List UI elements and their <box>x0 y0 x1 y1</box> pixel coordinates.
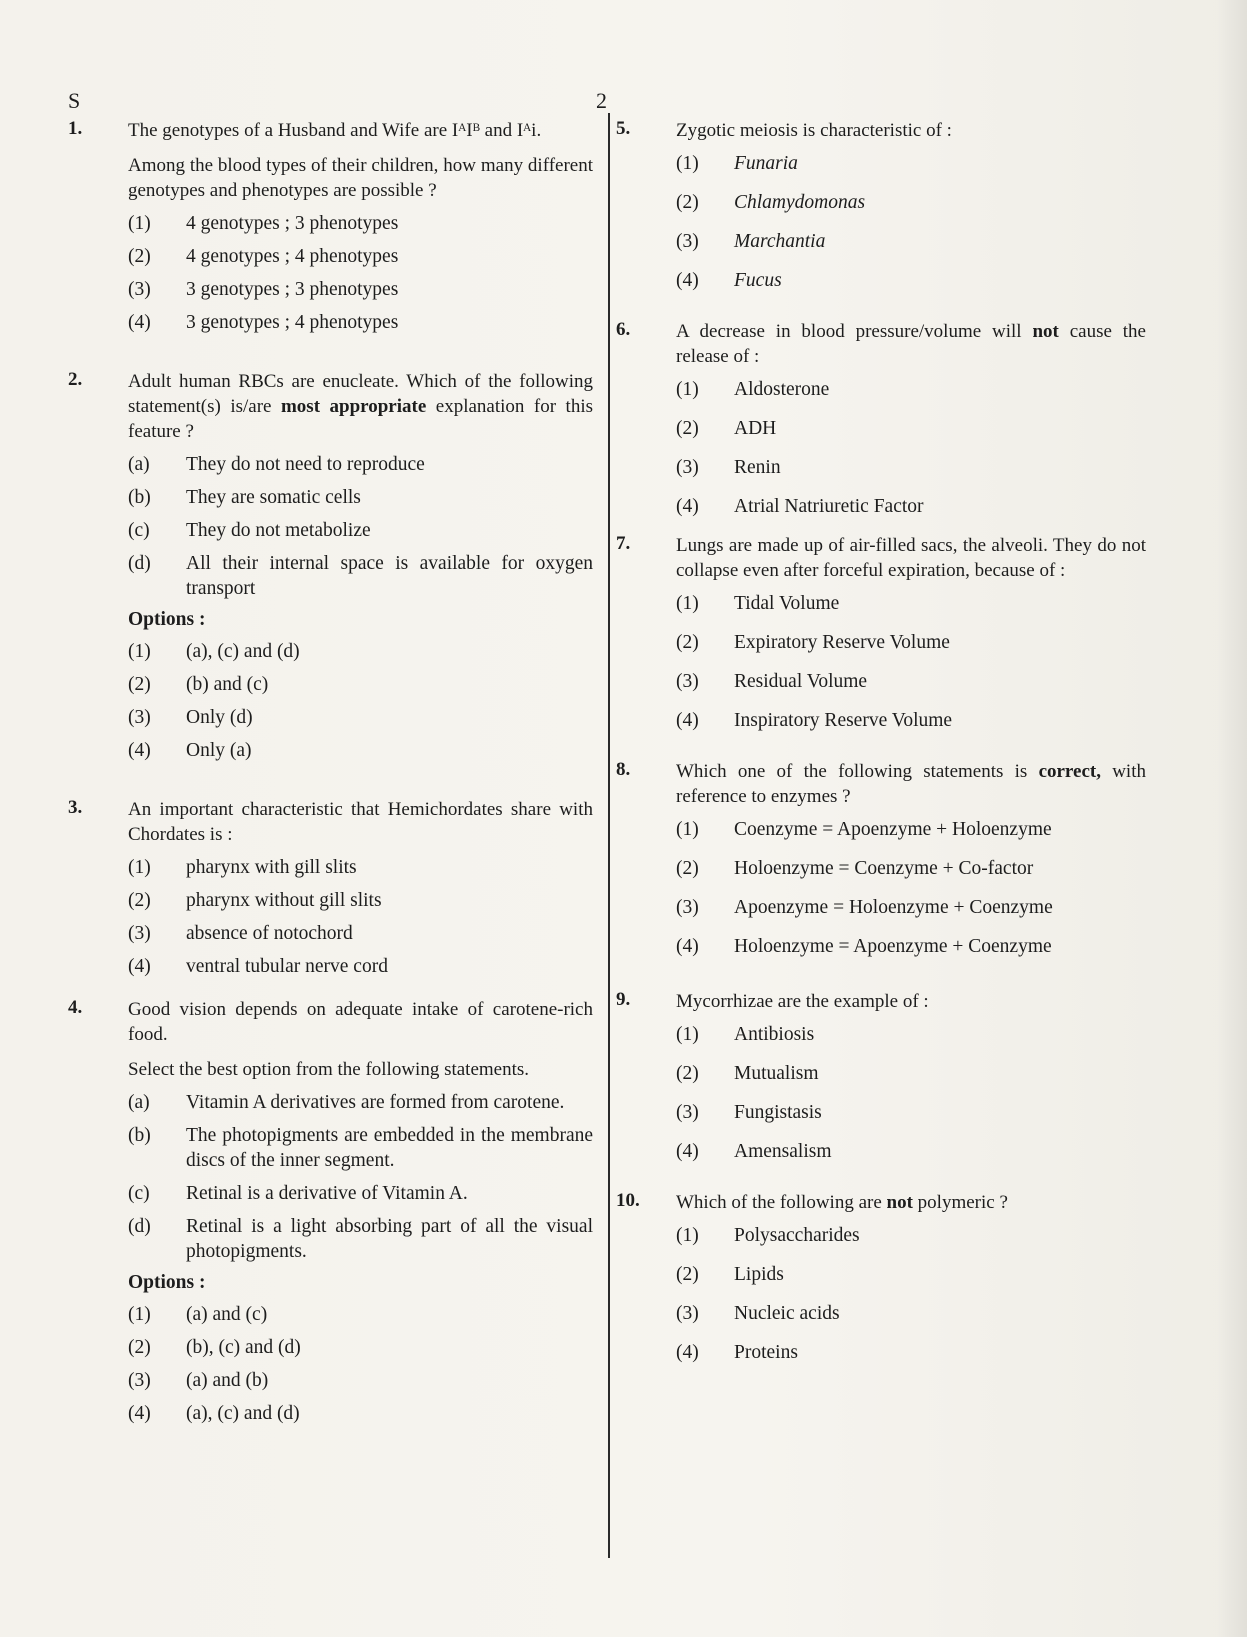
question-number: 10. <box>616 1190 640 1211</box>
option-item <box>676 377 1146 402</box>
option-text: 3 genotypes ; 4 phenotypes <box>186 312 399 333</box>
page-number: 2 <box>596 88 607 113</box>
stem-text: Which one of the following statements is <box>676 761 1039 782</box>
option-item <box>676 268 1146 293</box>
option-label: (1) <box>676 819 699 840</box>
question-number: 1. <box>68 118 83 139</box>
option-item <box>128 1335 593 1360</box>
option-text: ventral tubular nerve cord <box>186 956 388 977</box>
option-item <box>128 855 593 880</box>
option-text: (b), (c) and (d) <box>186 1337 301 1358</box>
option-text: Only (a) <box>186 740 252 761</box>
option-item <box>676 1022 1146 1047</box>
question-stem: Mycorrhizae are the example of : <box>676 991 929 1012</box>
question-10 <box>616 1190 1146 1365</box>
option-text: Holoenzyme = Apoenzyme + Coenzyme <box>734 936 1052 957</box>
statement-item <box>128 1214 593 1264</box>
option-text: Amensalism <box>734 1141 832 1162</box>
question-stem <box>128 369 593 444</box>
option-item <box>676 190 1146 215</box>
statement-item <box>128 551 593 601</box>
option-item <box>128 1401 593 1426</box>
statement-text: Retinal is a light absorbing part of all the visual photopigments. <box>186 1216 593 1262</box>
option-text: 4 genotypes ; 3 phenotypes <box>186 213 399 234</box>
option-label: (4) <box>676 710 699 731</box>
option-list <box>676 817 1146 959</box>
question-number: 2. <box>68 369 83 390</box>
option-text: Chlamydomonas <box>734 192 866 213</box>
option-label: (1) <box>676 1225 699 1246</box>
option-label: (1) <box>676 593 699 614</box>
option-label: (1) <box>128 1304 151 1325</box>
question-number: 8. <box>616 759 631 780</box>
statement-label: (a) <box>128 1092 150 1113</box>
option-text: Antibiosis <box>734 1024 815 1045</box>
statement-label: (c) <box>128 1183 150 1204</box>
option-item <box>128 738 593 763</box>
option-text: Residual Volume <box>734 671 868 692</box>
option-label: (1) <box>676 379 699 400</box>
option-item <box>128 277 593 302</box>
question-stem: Good vision depends on adequate intake of carotene-rich food. <box>128 999 593 1045</box>
option-text: Lipids <box>734 1264 784 1285</box>
option-item <box>676 708 1146 733</box>
statement-text: They do not metabolize <box>186 520 371 541</box>
option-text: Inspiratory Reserve Volume <box>734 710 953 731</box>
option-item <box>128 244 593 269</box>
option-text: pharynx without gill slits <box>186 890 382 911</box>
question-number: 4. <box>68 997 83 1018</box>
option-label: (4) <box>676 270 699 291</box>
option-list <box>128 211 593 335</box>
option-text: (a), (c) and (d) <box>186 641 300 662</box>
statement-label: (d) <box>128 1216 151 1237</box>
option-text: Atrial Natriuretic Factor <box>734 496 924 517</box>
option-text: Holoenzyme = Coenzyme + Co-factor <box>734 858 1034 879</box>
statement-item <box>128 518 593 543</box>
question-number: 7. <box>616 533 631 554</box>
option-label: (4) <box>676 1342 699 1363</box>
question-2 <box>68 369 593 763</box>
option-label: (3) <box>676 457 699 478</box>
option-item <box>128 888 593 913</box>
option-item <box>128 705 593 730</box>
option-item <box>128 1302 593 1327</box>
stem-emphasis: not <box>886 1192 913 1213</box>
option-text: (a), (c) and (d) <box>186 1403 300 1424</box>
option-label: (2) <box>128 246 151 267</box>
question-number: 5. <box>616 118 631 139</box>
statement-item <box>128 485 593 510</box>
option-text: Renin <box>734 457 781 478</box>
option-text: Mutualism <box>734 1063 819 1084</box>
option-label: (4) <box>128 312 151 333</box>
question-stem: An important characteristic that Hemichordates share with Chordates is : <box>128 799 593 845</box>
set-code: S <box>68 88 81 113</box>
question-3 <box>68 797 593 979</box>
statement-label: (b) <box>128 1125 151 1146</box>
statement-text: They do not need to reproduce <box>186 454 425 475</box>
option-item <box>676 669 1146 694</box>
option-label: (1) <box>676 1024 699 1045</box>
statement-item <box>128 1090 593 1115</box>
stem-text: A decrease in blood pressure/volume will <box>676 321 1033 342</box>
option-label: (2) <box>676 858 699 879</box>
option-label: (2) <box>676 418 699 439</box>
stem-text: explanation for this feature ? <box>128 396 593 442</box>
option-text: 3 genotypes ; 3 phenotypes <box>186 279 399 300</box>
option-text: (a) and (c) <box>186 1304 268 1325</box>
option-text: (a) and (b) <box>186 1370 269 1391</box>
page-edge-shadow <box>1217 0 1247 1637</box>
question-number: 6. <box>616 319 631 340</box>
option-list <box>128 1302 593 1426</box>
statement-text: The photopigments are embedded in the membrane discs of the inner segment. <box>186 1125 593 1171</box>
stem-text: with reference to enzymes ? <box>676 761 1146 807</box>
question-number: 9. <box>616 989 631 1010</box>
option-text: pharynx with gill slits <box>186 857 357 878</box>
question-stem <box>676 319 1146 369</box>
stem-text: cause the release of : <box>676 321 1146 367</box>
option-label: (3) <box>128 923 151 944</box>
option-text: Aldosterone <box>734 379 830 400</box>
question-stem <box>676 759 1146 809</box>
statement-text: They are somatic cells <box>186 487 361 508</box>
statement-label: (d) <box>128 553 151 574</box>
stem-emphasis: most appropriate <box>280 396 427 417</box>
option-item <box>676 895 1146 920</box>
stem-emphasis: not <box>1032 321 1059 342</box>
statement-item <box>128 452 593 477</box>
option-item <box>676 1223 1146 1248</box>
option-list <box>128 639 593 763</box>
option-text: Only (d) <box>186 707 253 728</box>
option-label: (4) <box>128 740 151 761</box>
statement-list <box>128 1090 593 1264</box>
question-8 <box>616 759 1146 959</box>
statement-text: Vitamin A derivatives are formed from carotene. <box>186 1092 565 1113</box>
option-label: (2) <box>676 632 699 653</box>
column-divider <box>608 113 610 1558</box>
option-label: (3) <box>128 707 151 728</box>
option-text: Polysaccharides <box>734 1225 860 1246</box>
option-item <box>676 1340 1146 1365</box>
question-paragraph: Among the blood types of their children, how many different genotypes and phenotypes are possible ? <box>128 155 593 201</box>
option-item <box>676 416 1146 441</box>
option-label: (1) <box>128 213 151 234</box>
option-text: 4 genotypes ; 4 phenotypes <box>186 246 399 267</box>
option-label: (3) <box>676 1303 699 1324</box>
statement-item <box>128 1123 593 1173</box>
option-text: Fungistasis <box>734 1102 822 1123</box>
question-1 <box>68 118 593 335</box>
option-text: (b) and (c) <box>186 674 269 695</box>
statement-text: All their internal space is available for oxygen transport <box>186 553 593 599</box>
option-label: (3) <box>128 1370 151 1391</box>
option-item <box>676 1061 1146 1086</box>
question-stem: Lungs are made up of air-filled sacs, the alveoli. They do not collapse even after forceful expiration, because of : <box>676 535 1146 581</box>
option-item <box>676 151 1146 176</box>
option-text: absence of notochord <box>186 923 353 944</box>
option-item <box>128 954 593 979</box>
question-7 <box>616 533 1146 733</box>
option-label: (2) <box>676 192 699 213</box>
question-5 <box>616 118 1146 293</box>
option-text: Tidal Volume <box>734 593 840 614</box>
option-text: Apoenzyme = Holoenzyme + Coenzyme <box>734 897 1053 918</box>
option-item <box>676 591 1146 616</box>
option-item <box>128 921 593 946</box>
right-column <box>616 118 1146 1379</box>
question-number: 3. <box>68 797 83 818</box>
option-label: (3) <box>676 231 699 252</box>
option-label: (2) <box>128 674 151 695</box>
option-item <box>128 1368 593 1393</box>
option-label: (1) <box>676 153 699 174</box>
option-item <box>676 1301 1146 1326</box>
option-label: (3) <box>676 671 699 692</box>
statement-list <box>128 452 593 601</box>
question-stem: Zygotic meiosis is characteristic of : <box>676 120 952 141</box>
stem-emphasis: correct, <box>1038 761 1101 782</box>
stem-text: Adult human RBCs are enucleate. Which of the following statement(s) is/are <box>128 371 593 417</box>
option-text: Expiratory Reserve Volume <box>734 632 950 653</box>
statement-label: (a) <box>128 454 150 475</box>
option-label: (2) <box>128 890 151 911</box>
option-item <box>128 672 593 697</box>
statement-text: Retinal is a derivative of Vitamin A. <box>186 1183 468 1204</box>
option-label: (1) <box>128 857 151 878</box>
options-heading: Options : <box>128 1272 206 1293</box>
option-label: (2) <box>128 1337 151 1358</box>
option-item <box>676 455 1146 480</box>
question-stem <box>676 1190 1146 1215</box>
option-item <box>676 1262 1146 1287</box>
option-list <box>676 1022 1146 1164</box>
option-item <box>676 1100 1146 1125</box>
stem-text: polymeric ? <box>912 1192 1008 1213</box>
option-item <box>676 630 1146 655</box>
question-6 <box>616 319 1146 519</box>
option-list <box>676 1223 1146 1365</box>
option-list <box>676 377 1146 519</box>
options-heading: Options : <box>128 609 206 630</box>
option-label: (4) <box>676 496 699 517</box>
option-item <box>128 310 593 335</box>
option-label: (1) <box>128 641 151 662</box>
option-text: ADH <box>734 418 777 439</box>
option-item <box>676 817 1146 842</box>
option-text: Marchantia <box>734 231 826 252</box>
option-list <box>676 591 1146 733</box>
option-item <box>676 856 1146 881</box>
option-text: Coenzyme = Apoenzyme + Holoenzyme <box>734 819 1052 840</box>
option-item <box>676 934 1146 959</box>
option-item <box>128 639 593 664</box>
option-label: (2) <box>676 1264 699 1285</box>
statement-label: (c) <box>128 520 150 541</box>
statement-item <box>128 1181 593 1206</box>
option-label: (2) <box>676 1063 699 1084</box>
option-label: (3) <box>676 897 699 918</box>
option-text: Proteins <box>734 1342 798 1363</box>
option-item <box>676 1139 1146 1164</box>
option-item <box>676 494 1146 519</box>
option-item <box>128 211 593 236</box>
option-list <box>128 855 593 979</box>
option-item <box>676 229 1146 254</box>
question-4 <box>68 997 593 1426</box>
statement-label: (b) <box>128 487 151 508</box>
option-text: Funaria <box>734 153 798 174</box>
question-stem: The genotypes of a Husband and Wife are IᴬIᴮ and Iᴬi. <box>128 120 542 141</box>
question-paragraph: Select the best option from the following statements. <box>128 1059 530 1080</box>
option-label: (4) <box>128 1403 151 1424</box>
stem-text: Which of the following are <box>676 1192 887 1213</box>
option-label: (4) <box>676 936 699 957</box>
question-9 <box>616 989 1146 1164</box>
option-text: Nucleic acids <box>734 1303 840 1324</box>
option-label: (4) <box>128 956 151 977</box>
option-label: (4) <box>676 1141 699 1162</box>
option-text: Fucus <box>734 270 782 291</box>
option-label: (3) <box>676 1102 699 1123</box>
left-column <box>68 118 593 1434</box>
option-label: (3) <box>128 279 151 300</box>
option-list <box>676 151 1146 293</box>
